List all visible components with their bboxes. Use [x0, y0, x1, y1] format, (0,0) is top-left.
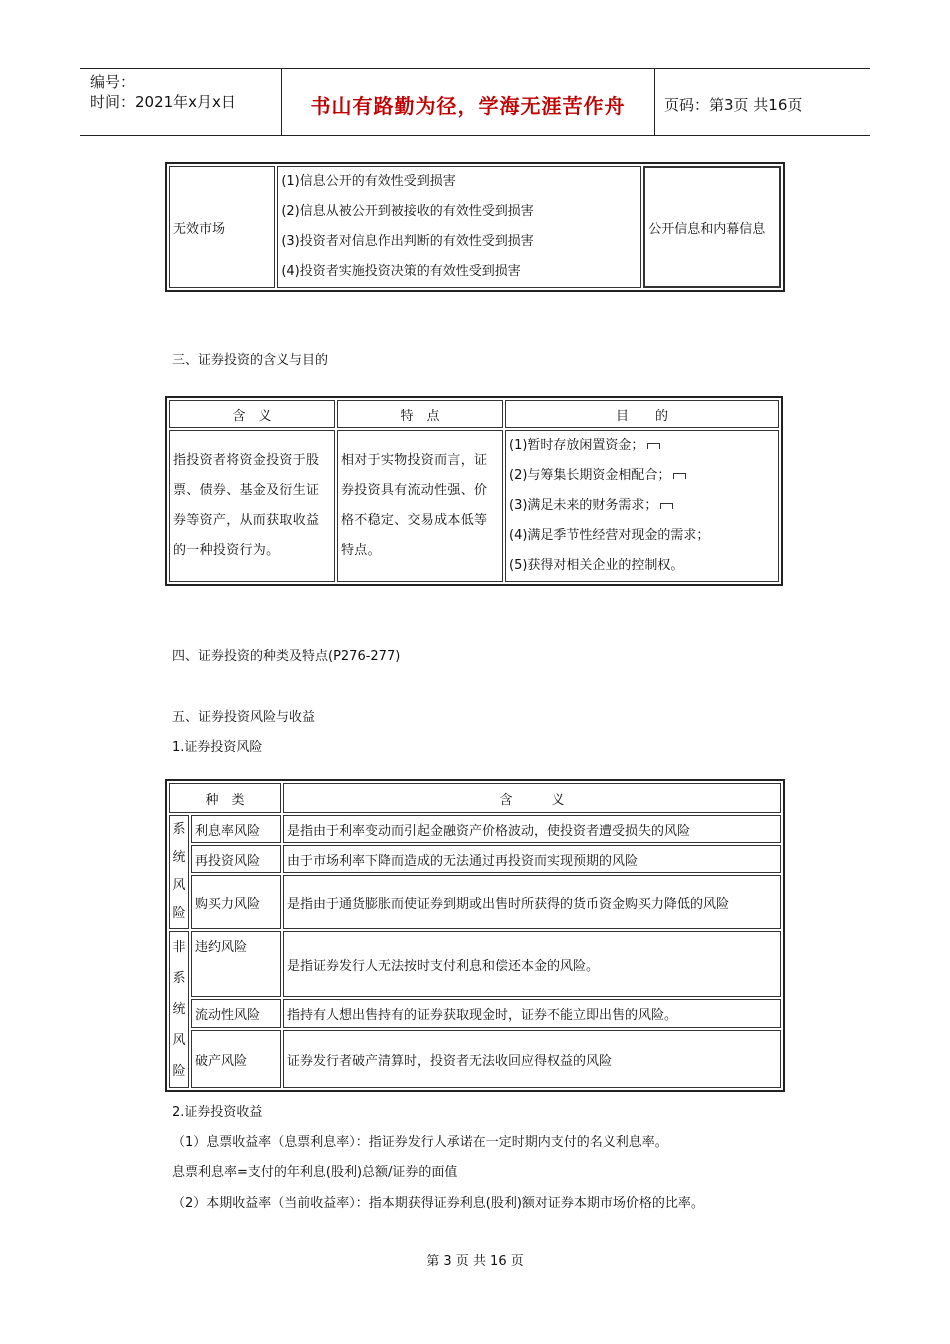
damage-item: (2)信息从被公开到被接收的有效性受到损害: [281, 204, 534, 219]
risk-type-header: 种 类: [169, 783, 281, 813]
damage-item: (3)投资者对信息作出判断的有效性受到损害: [281, 234, 534, 249]
inefficient-market-table: [165, 162, 785, 292]
damage-list-cell: [277, 166, 641, 288]
purpose-item: (5)获得对相关企业的控制权。: [509, 558, 684, 573]
purpose-cell: [505, 430, 779, 582]
features-line: 格不稳定、交易成本低等: [341, 513, 488, 528]
purpose-item: (3)满足未来的财务需求；: [509, 498, 658, 513]
section5-title: 五、证券投资风险与收益: [172, 710, 316, 725]
header-bottom-rule: [80, 135, 870, 136]
investment-meaning-table: [165, 396, 783, 586]
risk-desc: 证券发行者破产清算时，投资者无法收回应得权益的风险: [283, 1030, 781, 1088]
header-time-label: 时间：2021年x月x日: [90, 93, 236, 111]
risk-desc: 指持有人想出售持有的证券获取现金时，证券不能立即出售的风险。: [283, 999, 781, 1028]
risk-name: 流动性风险: [191, 999, 281, 1028]
col-header-purpose: 目 的: [505, 400, 779, 428]
meaning-line: 券等资产，从而获取收益: [173, 513, 320, 528]
risk-name: 利息率风险: [191, 815, 281, 843]
bracket-mark-icon: [660, 503, 673, 509]
section5-subtitle-risk: 1.证券投资风险: [172, 740, 263, 755]
header-divider-left: [281, 68, 282, 136]
section5-subtitle-return: 2.证券投资收益: [172, 1105, 263, 1120]
header-motto: 书山有路勤为径，学海无涯苦作舟: [310, 94, 626, 118]
col-header-meaning: 含 义: [169, 400, 335, 428]
col-header-features: 特 点: [337, 400, 503, 428]
bracket-mark-icon: [673, 473, 686, 479]
features-line: 相对于实物投资而言，证: [341, 453, 488, 468]
damage-item: (1)信息公开的有效性受到损害: [281, 174, 456, 189]
damage-item: (4)投资者实施投资决策的有效性受到损害: [281, 264, 521, 279]
risk-name: 购买力风险: [191, 875, 281, 929]
meaning-line: 指投资者将资金投资于股: [173, 453, 320, 468]
risk-name: 破产风险: [191, 1030, 281, 1088]
section3-title: 三、证券投资的含义与目的: [172, 353, 329, 368]
purpose-item: (2)与筹集长期资金相配合；: [509, 468, 671, 483]
risk-desc: 是指证券发行人无法按时支付利息和偿还本金的风险。: [283, 931, 781, 997]
bracket-mark-icon: [647, 443, 660, 449]
features-cell: [337, 430, 503, 582]
meaning-line: 票、债券、基金及衍生证: [173, 483, 320, 498]
header-divider-right: [654, 68, 655, 136]
market-type-cell: 无效市场: [169, 166, 275, 288]
coupon-rate-formula: 息票利息率=支付的年利息(股利)总额/证券的面值: [172, 1165, 458, 1180]
info-type-cell: 公开信息和内幕信息: [643, 166, 781, 288]
risk-desc: 由于市场利率下降而造成的无法通过再投资而实现预期的风险: [283, 845, 781, 873]
purpose-item: (4)满足季节性经营对现金的需求；: [509, 528, 710, 543]
features-line: 券投资具有流动性强、价: [341, 483, 488, 498]
risk-meaning-header: 含 义: [283, 783, 781, 813]
header-number-label: 编号：: [90, 73, 136, 91]
coupon-rate-definition: （1）息票收益率（息票利息率）：指证券发行人承诺在一定时期内支付的名义利息率。: [172, 1135, 668, 1150]
risk-name: 违约风险: [191, 931, 281, 997]
purpose-item: (1)暂时存放闲置资金；: [509, 438, 645, 453]
unsystematic-risk-label: 非 系 统 风 险: [169, 931, 189, 1088]
meaning-cell: [169, 430, 335, 582]
header-top-rule: [80, 68, 870, 69]
risk-desc: 是指由于利率变动而引起金融资产价格波动，使投资者遭受损失的风险: [283, 815, 781, 843]
investment-risk-table: [165, 779, 785, 1092]
risk-name: 再投资风险: [191, 845, 281, 873]
risk-desc: 是指由于通货膨胀而使证券到期或出售时所获得的货币资金购买力降低的风险: [283, 875, 781, 929]
features-line: 特点。: [341, 543, 381, 558]
section4-title: 四、证券投资的种类及特点(P276-277): [172, 649, 401, 664]
meaning-line: 的一种投资行为。: [173, 543, 280, 558]
systematic-risk-label: 系 统 风 险: [169, 815, 189, 929]
header-page-info: 页码：第3页 共16页: [664, 96, 803, 114]
current-yield-definition: （2）本期收益率（当前收益率）：指本期获得证券利息(股利)额对证券本期市场价格的比率。: [172, 1196, 704, 1211]
page-footer: 第 3 页 共 16 页: [426, 1254, 524, 1269]
